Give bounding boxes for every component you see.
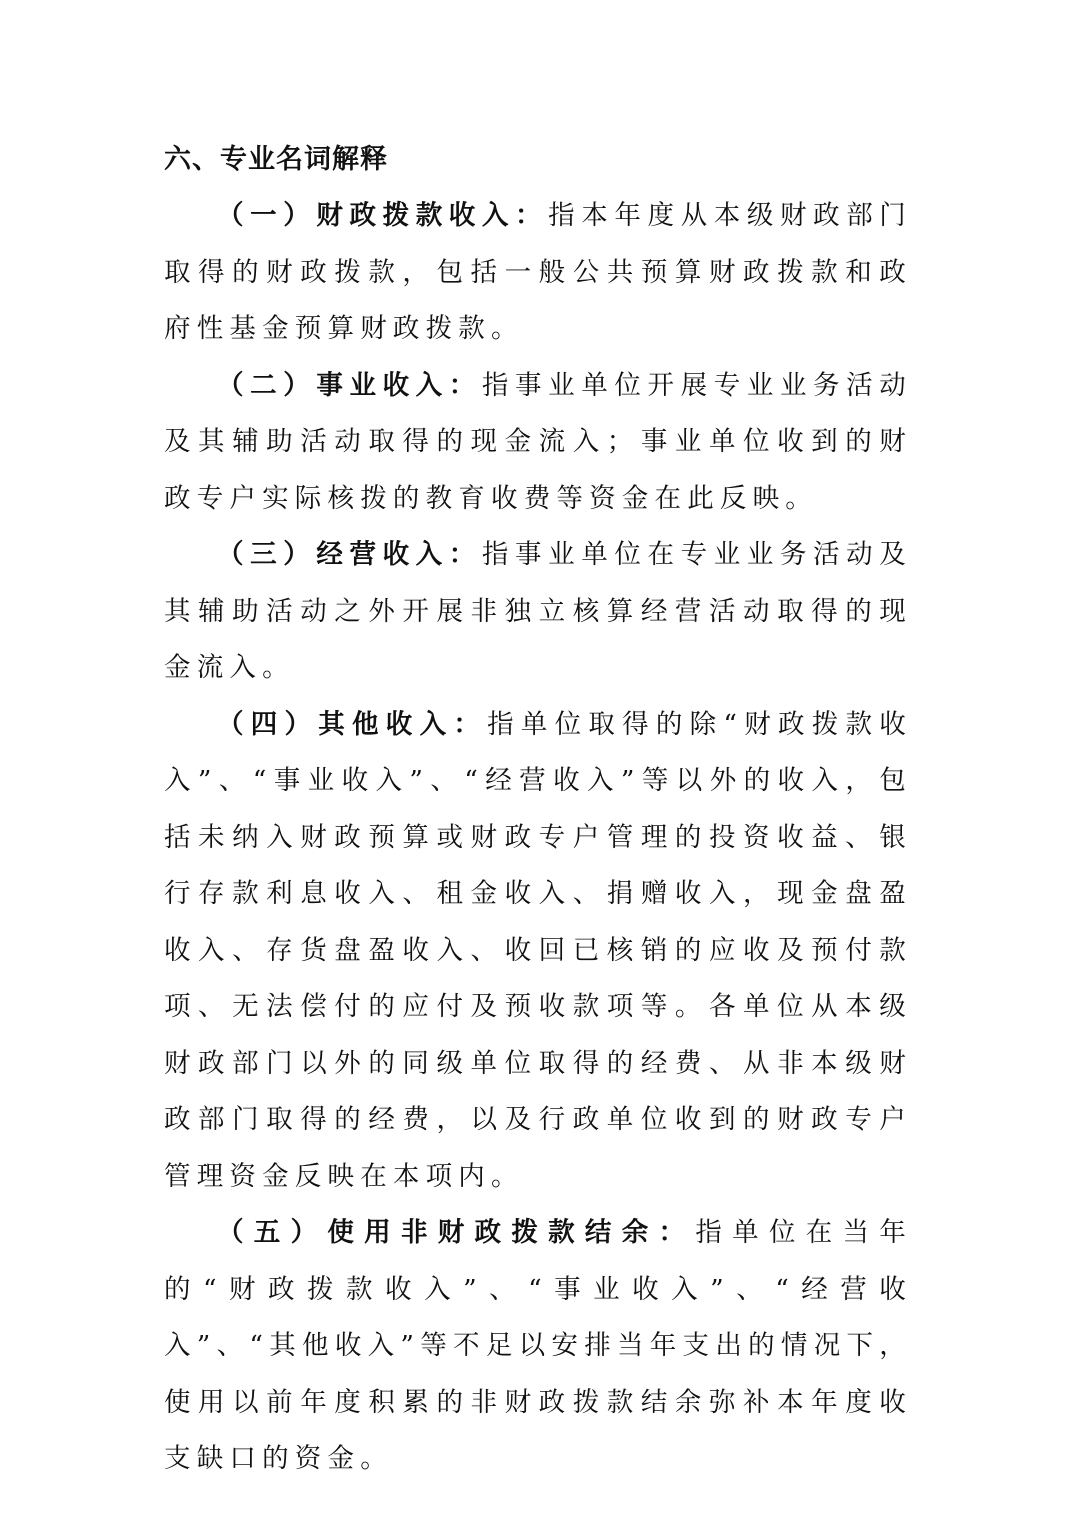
definition-text: 指单位取得的除“财政拨款收入”、“事业收入”、“经营收入”等以外的收入，包括未纳入财政预算或财政专户管理的投资收益、银行存款利息收入、租金收入、捐赠收入，现金盘盈收入、存货盘盈收入、收回已核销的应收及预付款项、无法偿付的应付及预收款项等。各单位从本级财政部门以外的同级单位取得的经费、从非本级财政部门取得的经费，以及行政单位收到的财政专户管理资金反映在本项内。 xyxy=(164,708,912,1192)
definition-text: 指事业单位在专业业务活动及其辅助活动之外开展非独立核算经营活动取得的现金流入。 xyxy=(164,539,912,683)
definition-fiscal-appropriation-income xyxy=(164,188,912,358)
term-label: （四）其他收入： xyxy=(217,708,488,740)
definition-text: 指单位在当年的“财政拨款收入”、“事业收入”、“经营收入”、“其他收入”等不足以安排当年支出的情况下，使用以前年度积累的非财政拨款结余弥补本年度收支缺口的资金。 xyxy=(164,1217,912,1474)
definition-non-fiscal-surplus-usage xyxy=(164,1205,912,1488)
definition-other-income xyxy=(164,697,912,1206)
term-label: （二）事业收入： xyxy=(217,369,482,401)
term-label: （三）经营收入： xyxy=(217,539,482,570)
document-body xyxy=(164,132,912,1488)
definition-operating-income xyxy=(164,527,912,697)
definition-business-income xyxy=(164,358,912,528)
section-heading: 六、专业名词解释 xyxy=(164,144,388,175)
definition-text: 指事业单位开展专业业务活动及其辅助活动取得的现金流入；事业单位收到的财政专户实际核拨的教育收费等资金在此反映。 xyxy=(164,369,912,514)
term-label: （一）财政拨款收入： xyxy=(217,200,549,231)
definition-text: 指本年度从本级财政部门取得的财政拨款，包括一般公共预算财政拨款和政府性基金预算财政拨款。 xyxy=(164,200,913,344)
term-label: （五）使用非财政拨款结余： xyxy=(217,1217,696,1248)
